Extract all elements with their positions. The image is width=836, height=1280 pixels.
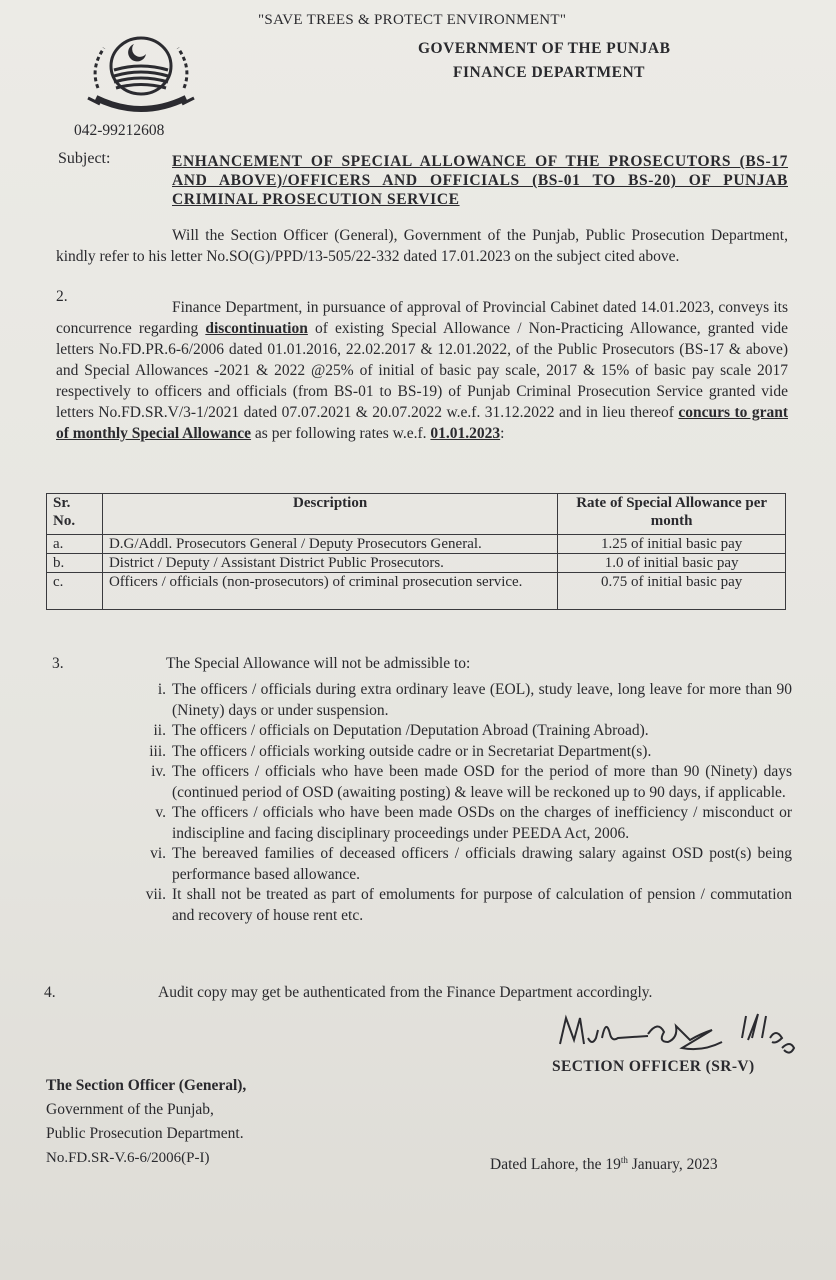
row-sr: b.	[47, 554, 103, 573]
paragraph-2-number: 2.	[56, 288, 68, 305]
row-rate: 0.75 of initial basic pay	[558, 573, 786, 610]
row-rate: 1.0 of initial basic pay	[558, 554, 786, 573]
table-row	[47, 535, 786, 554]
paragraph-1: Will the Section Officer (General), Government of the Punjab, Public Prosecution Department, kindly refer to his letter No.SO(G)/PPD/13-505/22-332 dated 17.01.2023 on the subject cited above.	[56, 227, 788, 265]
list-item-text: The officers / officials working outside cadre or in Secretariat Department(s).	[172, 742, 652, 760]
para2-bold-3: 01.01.2023	[430, 425, 501, 442]
list-item-text: It shall not be treated as part of emoluments for purpose of calculation of pension / commutation and recovery of house rent etc.	[172, 886, 792, 924]
list-item-number: ii.	[153, 722, 166, 739]
list-item	[120, 803, 792, 844]
paragraph-3-number: 3.	[52, 655, 64, 672]
list-item	[120, 680, 792, 721]
reference-number: No.FD.SR-V.6-6/2006(P-I)	[46, 1150, 210, 1166]
addressee-block	[46, 1074, 246, 1146]
header-sr-no: Sr. No.	[47, 494, 103, 535]
subject-label: Subject:	[58, 150, 111, 167]
addressee-line: The Section Officer (General),	[46, 1077, 247, 1094]
row-sr: c.	[47, 573, 103, 610]
list-item	[120, 885, 792, 926]
exclusion-list	[120, 680, 792, 926]
row-rate: 1.25 of initial basic pay	[558, 535, 786, 554]
list-item-number: iii.	[149, 742, 166, 760]
list-item-text: The bereaved families of deceased officers / officials drawing salary against OSD post(s) being performance based allowance.	[172, 845, 792, 883]
allowance-rates-table	[46, 493, 786, 610]
list-item-text: The officers / officials on Deputation /Deputation Abroad (Training Abroad).	[172, 722, 649, 739]
list-item-number: iv.	[151, 763, 166, 780]
list-item-number: vii.	[145, 886, 166, 903]
dated-line	[490, 1155, 718, 1174]
list-item-number: i.	[157, 681, 166, 698]
list-item	[120, 721, 792, 742]
header-description: Description	[102, 494, 557, 535]
signatory-title: SECTION OFFICER (SR-V)	[552, 1058, 755, 1075]
list-item-text: The officers / officials who have been made OSDs on the charges of inefficiency / misconduct or indiscipline and facing disciplinary proceedings under PEEDA Act, 2006.	[172, 804, 792, 842]
dated-suffix-sup: th	[620, 1155, 628, 1165]
list-item-number: vi.	[150, 845, 166, 862]
para2-bold-2: concurs to grant of monthly Special Allowance	[56, 404, 788, 442]
paragraph-4-number: 4.	[44, 984, 56, 1001]
list-item	[120, 742, 792, 763]
list-item	[120, 844, 792, 885]
government-name: GOVERNMENT OF THE PUNJAB	[418, 40, 671, 57]
table-header-row	[47, 494, 786, 535]
paragraph-4: Audit copy may get be authenticated from the Finance Department accordingly.	[158, 984, 653, 1001]
para2-text-3: as per following rates w.e.f.	[251, 425, 431, 442]
handwritten-signature	[556, 1008, 826, 1060]
list-item-number: v.	[155, 804, 166, 821]
header-rate: Rate of Special Allowance per month	[558, 494, 786, 535]
list-item-text: The officers / officials during extra ordinary leave (EOL), study leave, long leave for more than 90 (Ninety) days or under suspension.	[172, 681, 792, 719]
paragraph-3-intro: The Special Allowance will not be admissible to:	[166, 655, 471, 672]
dated-suffix: January, 2023	[627, 1156, 718, 1174]
para2-text-4: :	[500, 425, 505, 442]
table-row	[47, 554, 786, 573]
paragraph-2	[56, 297, 788, 444]
list-item	[120, 762, 792, 803]
punjab-government-emblem-icon	[78, 28, 204, 120]
para2-text-1: Finance Department, in pursuance of approval of Provincial Cabinet dated 14.01.2023, conveys its concurrence regarding	[56, 299, 788, 337]
row-description: D.G/Addl. Prosecutors General / Deputy Prosecutors General.	[102, 535, 557, 554]
list-item-text: The officers / officials who have been made OSD for the period of more than 90 (Ninety) days (continued period of OSD (awaiting posting) & leave will be reckoned up to 90 days, if applicable.	[172, 763, 792, 801]
phone-number: 042-99212608	[74, 122, 165, 139]
dated-prefix: Dated Lahore, the 19	[490, 1156, 621, 1174]
row-sr: a.	[47, 535, 103, 554]
table-row	[47, 573, 786, 610]
department-name: FINANCE DEPARTMENT	[453, 64, 646, 81]
motto: "SAVE TREES & PROTECT ENVIRONMENT"	[258, 12, 567, 28]
para2-bold-1: discontinuation	[205, 320, 308, 337]
addressee-line: Government of the Punjab,	[46, 1101, 214, 1118]
para2-text-2: of existing Special Allowance / Non-Practicing Allowance, granted vide letters No.FD.PR.6-6/2006 dated 01.01.2016, 22.02.2017 & 12.01.2022, of the Public Prosecutors (BS-17 & above) and Special Allowances -2021 & 2022 @25% of initial of basic pay scale, 2017 & 15% of basic pay scale 2017 respectively to officers and officials (from BS-01 to BS-19) of Punjab Criminal Prosecution Service granted vide letters No.FD.SR.V/3-1/2021 dated 07.07.2021 & 20.07.2022 w.e.f. 31.12.2022 and in lieu thereof	[56, 320, 788, 421]
addressee-line: Public Prosecution Department.	[46, 1125, 244, 1142]
row-description: District / Deputy / Assistant District Public Prosecutors.	[102, 554, 557, 573]
subject-text: ENHANCEMENT OF SPECIAL ALLOWANCE OF THE PROSECUTORS (BS-17 AND ABOVE)/OFFICERS AND OFFICIALS (BS-01 TO BS-20) OF PUNJAB CRIMINAL PROSECUTION SERVICE	[172, 153, 788, 208]
row-description: Officers / officials (non-prosecutors) of criminal prosecution service.	[102, 573, 557, 610]
